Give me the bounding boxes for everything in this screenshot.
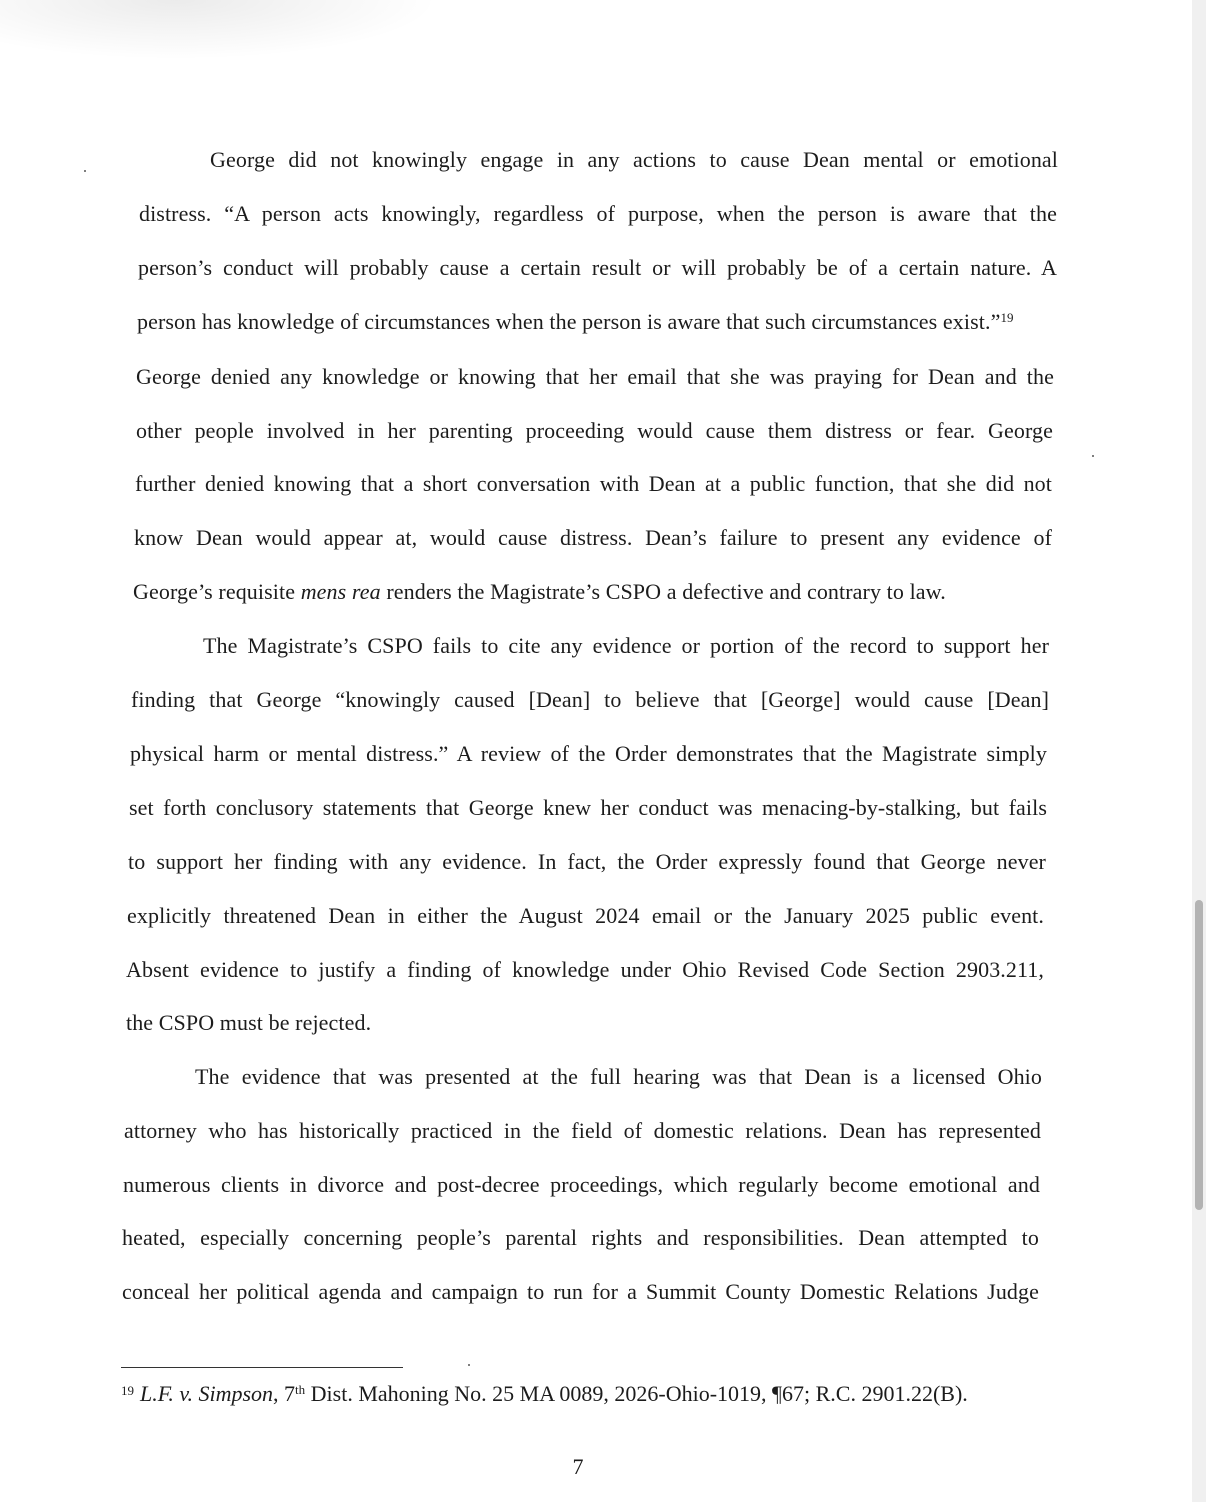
- body-line: George did not knowingly engage in any actions to cause Dean mental or emotional: [210, 147, 1058, 172]
- scan-shadow: [0, 0, 440, 60]
- body-line: heated, especially concerning people’s parental rights and responsibilities. Dean attempted to: [122, 1225, 1039, 1250]
- scan-speck: [84, 170, 86, 172]
- body-line-text: George’s requisite: [133, 579, 296, 604]
- body-line: to support her finding with any evidence. In fact, the Order expressly found that George never: [128, 849, 1046, 874]
- body-line: George denied any knowledge or knowing that her email that she was praying for Dean and the: [136, 364, 1054, 389]
- body-line: the CSPO must be rejected.: [126, 1010, 372, 1035]
- body-line: conceal her political agenda and campaign to run for a Summit County Domestic Relations Judge: [122, 1279, 1039, 1304]
- footnote-number: 19: [121, 1383, 134, 1398]
- italic-term: mens rea: [300, 579, 381, 604]
- body-line: The Magistrate’s CSPO fails to cite any evidence or portion of the record to support her: [203, 633, 1049, 658]
- body-line: distress. “A person acts knowingly, regardless of purpose, when the person is aware that the: [139, 201, 1057, 226]
- body-line: attorney who has historically practiced in the field of domestic relations. Dean has represented: [124, 1118, 1041, 1143]
- scrollbar[interactable]: [1192, 0, 1206, 1502]
- body-line: set forth conclusory statements that George knew her conduct was menacing-by-stalking, but fails: [129, 795, 1047, 820]
- body-line: person’s conduct will probably cause a certain result or will probably be of a certain nature. A: [138, 255, 1057, 280]
- scan-speck: [468, 1364, 470, 1366]
- page-number: 7: [572, 1454, 584, 1479]
- body-line: The evidence that was presented at the full hearing was that Dean is a licensed Ohio: [195, 1064, 1042, 1089]
- body-line: [133, 579, 1051, 605]
- body-line: explicitly threatened Dean in either the August 2024 email or the January 2025 public event.: [127, 903, 1044, 928]
- body-line: know Dean would appear at, would cause distress. Dean’s failure to present any evidence of: [134, 525, 1052, 550]
- body-line-text: renders the Magistrate’s CSPO a defective and contrary to law.: [386, 579, 946, 604]
- body-line: finding that George “knowingly caused [Dean] to believe that [George] would cause [Dean]: [131, 687, 1049, 712]
- scrollbar-thumb[interactable]: [1195, 900, 1203, 1210]
- footnote-ordinal: 7: [284, 1381, 296, 1406]
- footnote-separator: [121, 1367, 403, 1368]
- footnote: $^{19}$ L.F. v. Simpson, 7th Dist. Mahoning No. 25 MA 0089, 2026-Ohio-1019, ¶67; R.C. 2901.22(B).: [121, 1381, 968, 1406]
- footnote-citation: Dist. Mahoning No. 25 MA 0089, 2026-Ohio-1019, ¶67; R.C. 2901.22(B).: [305, 1381, 968, 1406]
- footnote-ordinal-suffix: th: [295, 1382, 306, 1397]
- body-line-text: person has knowledge of circumstances when the person is aware that such circumstances exist.”: [137, 309, 1001, 334]
- body-line: physical harm or mental distress.” A review of the Order demonstrates that the Magistrate simply: [130, 741, 1047, 766]
- footnote-reference[interactable]: 19: [1000, 310, 1014, 325]
- body-line: further denied knowing that a short conversation with Dean at a public function, that she did not: [135, 471, 1052, 496]
- body-line-with-footnote-ref: [137, 309, 1057, 335]
- body-line: other people involved in her parenting proceeding would cause them distress or fear. George: [136, 418, 1053, 443]
- body-line: Absent evidence to justify a finding of knowledge under Ohio Revised Code Section 2903.211,: [126, 957, 1044, 982]
- scan-speck: [1092, 455, 1094, 457]
- body-line: numerous clients in divorce and post-decree proceedings, which regularly become emotional and: [123, 1172, 1040, 1197]
- footnote-case-name: L.F. v. Simpson: [140, 1381, 274, 1406]
